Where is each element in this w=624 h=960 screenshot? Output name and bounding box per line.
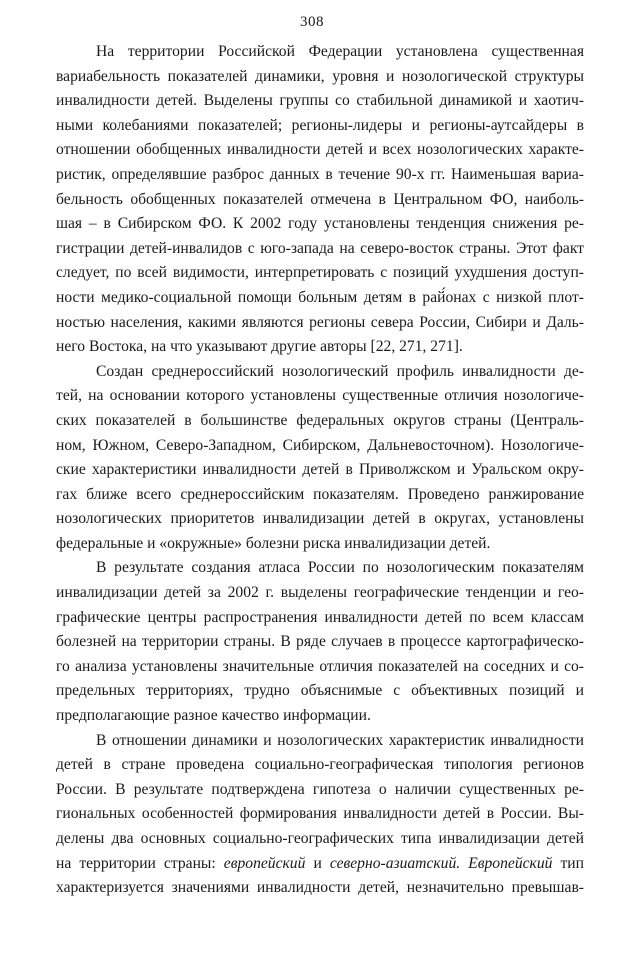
paragraph-2 — [56, 360, 584, 557]
text-line: инвалидизации детей за 2002 г. выделены географические тенденции и гео- — [56, 584, 584, 602]
text-line: тей, на основании которого установлены существенные отличия нозологиче- — [56, 387, 584, 405]
text-line: гиональных особенностей формирования инвалидности детей в России. Вы- — [56, 805, 584, 823]
text-line: инвалидности детей. Выделены группы со стабильной динамикой и хаотич- — [56, 92, 584, 110]
text-line: На территории Российской Федерации установлена существенная — [96, 43, 584, 60]
text-line: ности медико-социальной помощи больным детям в рай́онах с низкой плот- — [56, 288, 584, 306]
italic-term: Европейский — [468, 854, 553, 872]
text-line: Создан среднероссийский нозологический профиль инвалидности де- — [96, 362, 584, 380]
text-line: ном, Южном, Северо-Западном, Сибирском, Дальневосточном). Нозологиче- — [56, 436, 584, 454]
page-number: 308 — [300, 14, 324, 30]
italic-term: европейский — [223, 854, 306, 872]
text-line: ристик, определявшие разброс данных в течение 90-х гг. Наименьшая вариа- — [56, 165, 584, 183]
text-line: ских показателей в большинстве федеральных округов страны (Централь- — [56, 411, 584, 429]
text-run: тип — [552, 854, 584, 872]
text-line: В отношении динамики и нозологических характеристик инвалидности — [96, 731, 584, 749]
text-line: следует, по всей видимости, интерпретировать с позиций ухудшения доступ- — [56, 264, 584, 282]
text-line-mixed — [56, 852, 584, 877]
text-line: ские характеристики инвалидности детей в Приволжском и Уральском окру- — [56, 461, 584, 479]
text-line: болезней на территории страны. В ряде случаев в процессе картографическо- — [56, 633, 584, 651]
text-line: предельных территориях, трудно объяснимые с объективных позиций и — [56, 682, 584, 700]
text-line: него Востока, на что указывают другие авторы [22, 271, 271]. — [56, 338, 463, 356]
text-line: детей в стране проведена социально-географическая типология регионов — [56, 756, 584, 774]
paragraph-3 — [56, 556, 584, 728]
text-line: шая – в Сибирском ФО. К 2002 году установлены тенденция снижения ре- — [56, 215, 584, 233]
text-line: бельность обобщенных показателей отмечена в Центральном ФО, наиболь- — [56, 190, 584, 208]
paragraph-4 — [56, 729, 584, 901]
text-line: характеризуется значениями инвалидности детей, незначительно превышав- — [56, 879, 584, 897]
text-line: вариабельность показателей динамики, уровня и нозологической структуры — [56, 67, 584, 85]
text-line: ными колебаниями показателей; регионы-лидеры и регионы-аутсайдеры в — [56, 116, 584, 134]
text-run — [460, 855, 468, 872]
text-line: отношении обобщенных инвалидности детей и всех нозологических характе- — [56, 141, 584, 159]
text-line: России. В результате подтверждена гипотеза о наличии существенных ре- — [56, 780, 584, 798]
text-run: на территории страны: — [56, 854, 224, 872]
text-line: предполагающие разное качество информации. — [56, 707, 371, 725]
italic-term: северно-азиатский. — [329, 854, 461, 872]
text-line: федеральные и «окружные» болезни риска инвалидизации детей. — [56, 534, 491, 552]
text-line: В результате создания атласа России по нозологическим показателям — [96, 559, 584, 577]
text-line: нозологических приоритетов инвалидизации детей в округах, установлены — [56, 510, 584, 528]
text-run: и — [305, 854, 330, 872]
text-line: гах ближе всего среднероссийским показателям. Проведено ранжирование — [56, 485, 584, 503]
text-line: гистрации детей-инвалидов с юго-запада на северо-восток страны. Этот факт — [56, 239, 584, 257]
body-text — [56, 40, 584, 901]
text-line: ностью населения, какими являются регионы севера России, Сибири и Даль- — [56, 313, 584, 331]
text-line: го анализа установлены значительные отличия показателей на соседних и со- — [56, 657, 584, 675]
text-line: делены два основных социально-географических типа инвалидизации детей — [56, 830, 584, 847]
text-line: графические центры распространения инвалидности детей по всем классам — [56, 608, 584, 626]
paragraph-1 — [56, 40, 584, 360]
